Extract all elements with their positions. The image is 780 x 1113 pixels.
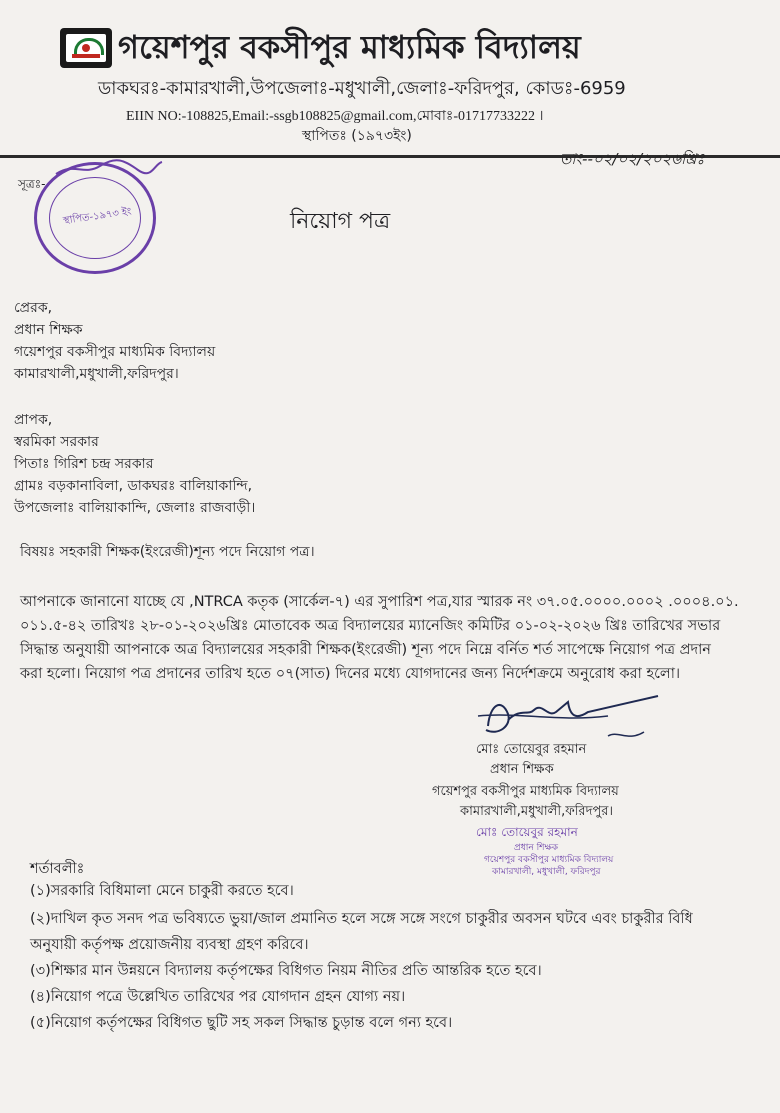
condition-item: (২)দাখিল কৃত সনদ পত্র ভবিষ্যতে ভুয়া/জাল প্রমানিত হলে সঙ্গে সঙ্গে সংগে চাকুরীর অবসন ঘটবে এবং চাকুরীর বিধি [30,911,693,927]
established-year: স্থাপিতঃ (১৯৭৩ইং) [302,128,412,144]
letter-title: নিয়োগ পত্র [290,209,391,234]
signatory-designation: প্রধান শিক্ষক [490,762,554,777]
stamp-designation: প্রধান শিক্ষক [514,843,559,853]
school-logo [60,28,112,68]
recipient-line: গ্রামঃ বড়কানাবিলা, ডাকঘরঃ বালিয়াকান্দি, [14,478,253,494]
memo-prefix: সূত্রঃ- [18,177,46,191]
stamp-school: গয়েশপুর বকসীপুর মাধ্যমিক বিদ্যালয় [484,855,614,865]
letter-date: তাং--০২/০২/২০২৬খ্রিঃ [560,150,705,168]
seal-scribble [54,158,164,180]
condition-item: (৫)নিয়োগ কর্তৃপক্ষের বিধিগত ছুটি সহ সকল সিদ্ধান্ত চুড়ান্ত বলে গন্য হবে। [30,1015,453,1031]
condition-item: অনুযায়ী কর্তৃপক্ষ প্রয়োজনীয় ব্যবস্থা গ্রহণ করিবে। [30,937,309,953]
body-line: ০১১.৫-৪২ তারিখঃ ২৮-০১-২০২৬খ্রিঃ মোতাবেক অত্র বিদ্যালয়ের ম্যানেজিং কমিটির ০১-০২-২০২৬ খ্রিঃ তারিখের সভার [20,618,721,634]
body-line: আপনাকে জানানো যাচ্ছে যে ,NTRCA কতৃক (সার্কেল-৭) এর সুপারিশ পত্র,যার স্মারক নং ৩৭.০৫.০০০০.০০০২ .০০০৪.০১. [20,594,739,610]
school-name: গয়েশপুর বকসীপুর মাধ্যমিক বিদ্যালয় [118,28,581,66]
signatory-school: গয়েশপুর বকসীপুর মাধ্যমিক বিদ্যালয় [432,784,619,799]
recipient-line: উপজেলাঃ বালিয়াকান্দি, জেলাঃ রাজবাড়ী। [14,500,256,516]
seal-text: স্থাপিত-১৯৭৩ ইং [62,206,133,227]
sender-line: প্রধান শিক্ষক [14,322,83,338]
condition-item: (১)সরকারি বিধিমালা মেনে চাকুরী করতে হবে। [30,883,294,899]
sender-label: প্রেরক, [14,300,53,316]
recipient-line: স্বরমিকা সরকার [14,434,99,450]
recipient-label: প্রাপক, [14,412,53,428]
body-line: সিদ্ধান্ত অনুযায়ী আপনাকে অত্র বিদ্যালয়ের সহকারী শিক্ষক(ইংরেজী) শূন্য পদে নিম্নে বর্নিত শর্ত সাপেক্ষে নিয়োগ পত্র প্রদান [20,642,711,658]
condition-item: (৪)নিয়োগ পত্রে উল্লেখিত তারিখের পর যোগদান গ্রহন যোগ্য নয়। [30,989,406,1005]
condition-item: (৩)শিক্ষার মান উন্নয়নে বিদ্যালয় কর্তৃপক্ষের বিধিগত নিয়ম নীতির প্রতি আন্তরিক হতে হবে। [30,963,542,979]
signatory-place: কামারখালী,মধুখালী,ফরিদপুর। [460,804,614,819]
letter-subject: বিষয়ঃ সহকারী শিক্ষক(ইংরেজী)শূন্য পদে নিয়োগ পত্র। [20,544,315,560]
conditions-label: শর্তাবলীঃ [30,861,85,877]
stamp-name: মোঃ তোয়েবুর রহমান [476,825,578,839]
sender-line: কামারখালী,মধুখালী,ফরিদপুর। [14,366,179,382]
recipient-line: পিতাঃ গিরিশ চন্দ্র সরকার [14,456,154,472]
school-address: ডাকঘরঃ-কামারখালী,উপজেলাঃ-মধুখালী,জেলাঃ-ফরিদপুর, কোডঃ-6959 [98,78,626,99]
school-contact: EIIN NO:-108825,Email:-ssgb108825@gmail.com,মোবাঃ-01717733222 । [126,109,544,124]
sender-line: গয়েশপুর বকসীপুর মাধ্যমিক বিদ্যালয় [14,344,216,360]
stamp-place: কামারখালী, মধুখালী, ফরিদপুর [492,867,601,877]
body-line: করা হলো। নিয়োগ পত্র প্রদানের তারিখ হতে ০৭(সাত) দিনের মধ্যে যোগদানের জন্য নির্দেশক্রমে অনুরোধ করা হলো। [20,666,681,682]
signatory-name: মোঃ তোয়েবুর রহমান [476,742,587,757]
